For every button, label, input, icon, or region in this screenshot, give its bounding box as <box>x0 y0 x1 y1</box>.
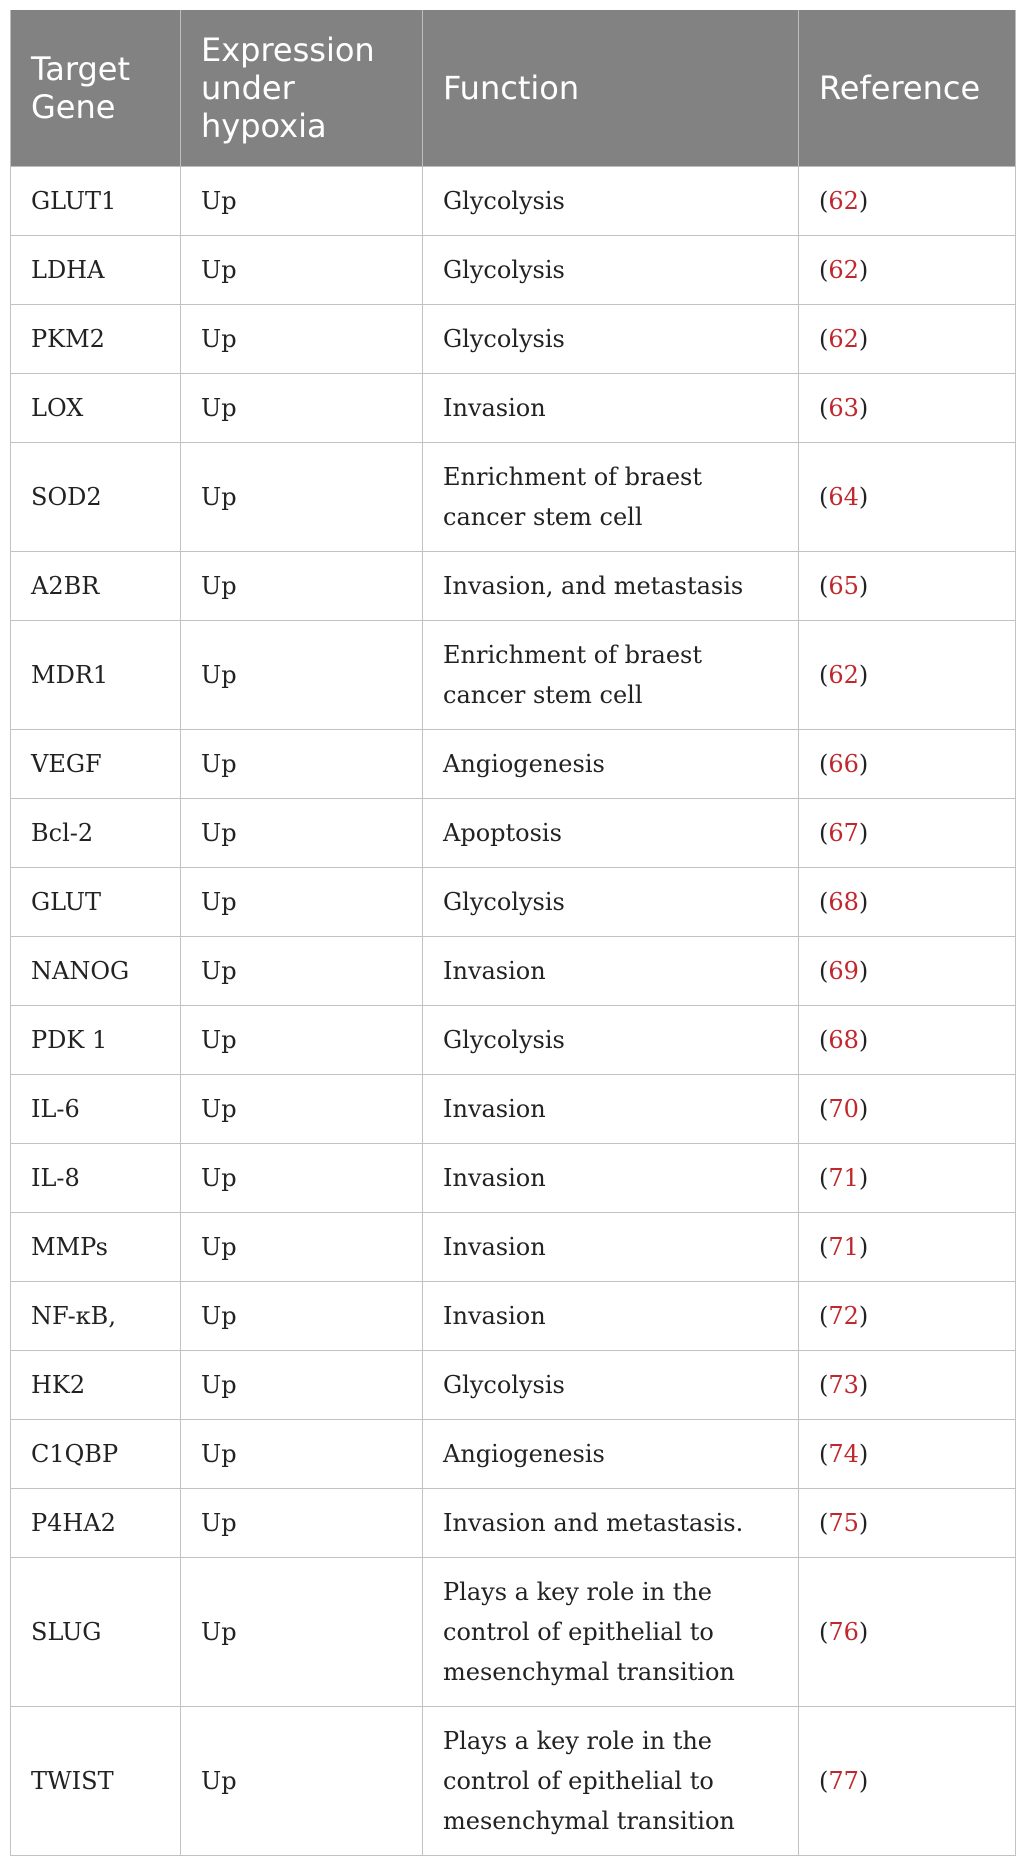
cell-function: Enrichment of braest cancer stem cell <box>423 621 799 730</box>
cell-function: Plays a key role in the control of epithelial to mesenchymal transition <box>423 1558 799 1707</box>
cell-target-gene: A2BR <box>11 552 181 621</box>
table-row <box>11 621 1016 730</box>
reference-link[interactable]: 76 <box>828 1618 859 1646</box>
reference-link[interactable]: 71 <box>828 1164 859 1192</box>
reference-close-paren: ) <box>858 187 869 215</box>
cell-function: Invasion <box>423 1213 799 1282</box>
reference-link[interactable]: 62 <box>828 325 859 353</box>
table-row <box>11 552 1016 621</box>
cell-target-gene: LOX <box>11 374 181 443</box>
reference-link[interactable]: 68 <box>828 888 859 916</box>
cell-reference <box>799 236 1016 305</box>
reference-open-paren: ( <box>819 888 829 916</box>
table-row <box>11 167 1016 236</box>
table-row <box>11 305 1016 374</box>
cell-function: Glycolysis <box>423 868 799 937</box>
reference-open-paren: ( <box>819 394 829 422</box>
cell-function: Angiogenesis <box>423 1420 799 1489</box>
header-row <box>11 10 1016 167</box>
table-row <box>11 799 1016 868</box>
table-row <box>11 1558 1016 1707</box>
cell-target-gene: P4HA2 <box>11 1489 181 1558</box>
cell-reference <box>799 1707 1016 1856</box>
table-row <box>11 1213 1016 1282</box>
reference-close-paren: ) <box>858 1095 869 1123</box>
cell-expression: Up <box>181 443 423 552</box>
cell-reference <box>799 1006 1016 1075</box>
cell-target-gene: LDHA <box>11 236 181 305</box>
reference-open-paren: ( <box>819 750 829 778</box>
reference-close-paren: ) <box>858 1302 869 1330</box>
cell-target-gene: MDR1 <box>11 621 181 730</box>
cell-reference <box>799 799 1016 868</box>
cell-function: Angiogenesis <box>423 730 799 799</box>
cell-target-gene: TWIST <box>11 1707 181 1856</box>
reference-link[interactable]: 67 <box>828 819 859 847</box>
cell-expression: Up <box>181 1144 423 1213</box>
reference-open-paren: ( <box>819 1509 829 1537</box>
cell-function: Glycolysis <box>423 236 799 305</box>
cell-expression: Up <box>181 1558 423 1707</box>
reference-close-paren: ) <box>858 1618 869 1646</box>
cell-expression: Up <box>181 868 423 937</box>
reference-close-paren: ) <box>858 394 869 422</box>
reference-link[interactable]: 74 <box>828 1440 859 1468</box>
header-function: Function <box>423 10 799 167</box>
reference-link[interactable]: 73 <box>828 1371 859 1399</box>
cell-target-gene: IL-6 <box>11 1075 181 1144</box>
table-row <box>11 730 1016 799</box>
cell-function: Invasion <box>423 1282 799 1351</box>
reference-open-paren: ( <box>819 1095 829 1123</box>
table-row <box>11 1144 1016 1213</box>
cell-expression: Up <box>181 1489 423 1558</box>
reference-link[interactable]: 77 <box>828 1767 859 1795</box>
table-row <box>11 1006 1016 1075</box>
cell-target-gene: PKM2 <box>11 305 181 374</box>
table-row <box>11 1707 1016 1856</box>
reference-close-paren: ) <box>858 661 869 689</box>
reference-link[interactable]: 66 <box>828 750 859 778</box>
cell-function: Glycolysis <box>423 167 799 236</box>
header-target-gene: Target Gene <box>11 10 181 167</box>
cell-reference <box>799 1420 1016 1489</box>
reference-close-paren: ) <box>858 1509 869 1537</box>
reference-close-paren: ) <box>858 1233 869 1261</box>
table-row <box>11 868 1016 937</box>
cell-expression: Up <box>181 937 423 1006</box>
reference-open-paren: ( <box>819 256 829 284</box>
cell-reference <box>799 1282 1016 1351</box>
cell-target-gene: SOD2 <box>11 443 181 552</box>
cell-target-gene: HK2 <box>11 1351 181 1420</box>
reference-open-paren: ( <box>819 661 829 689</box>
cell-expression: Up <box>181 305 423 374</box>
reference-link[interactable]: 69 <box>828 957 859 985</box>
cell-reference <box>799 1144 1016 1213</box>
cell-function: Glycolysis <box>423 1006 799 1075</box>
reference-open-paren: ( <box>819 1026 829 1054</box>
table-row <box>11 1351 1016 1420</box>
cell-expression: Up <box>181 1213 423 1282</box>
reference-close-paren: ) <box>858 1440 869 1468</box>
cell-function: Invasion <box>423 1144 799 1213</box>
cell-expression: Up <box>181 1707 423 1856</box>
cell-function: Glycolysis <box>423 1351 799 1420</box>
table-row <box>11 236 1016 305</box>
reference-close-paren: ) <box>858 572 869 600</box>
cell-function: Invasion, and metastasis <box>423 552 799 621</box>
reference-open-paren: ( <box>819 1440 829 1468</box>
reference-open-paren: ( <box>819 1371 829 1399</box>
cell-expression: Up <box>181 236 423 305</box>
cell-expression: Up <box>181 730 423 799</box>
table-row <box>11 1075 1016 1144</box>
reference-open-paren: ( <box>819 483 829 511</box>
cell-reference <box>799 1075 1016 1144</box>
cell-expression: Up <box>181 621 423 730</box>
reference-link[interactable]: 68 <box>828 1026 859 1054</box>
reference-close-paren: ) <box>858 325 869 353</box>
reference-close-paren: ) <box>858 256 869 284</box>
reference-open-paren: ( <box>819 1233 829 1261</box>
cell-reference <box>799 1558 1016 1707</box>
cell-function: Invasion and metastasis. <box>423 1489 799 1558</box>
cell-function: Glycolysis <box>423 305 799 374</box>
cell-target-gene: C1QBP <box>11 1420 181 1489</box>
reference-open-paren: ( <box>819 572 829 600</box>
reference-link[interactable]: 63 <box>828 394 859 422</box>
reference-close-paren: ) <box>858 1767 869 1795</box>
reference-open-paren: ( <box>819 1618 829 1646</box>
table-row <box>11 443 1016 552</box>
reference-link[interactable]: 62 <box>828 661 859 689</box>
cell-expression: Up <box>181 1006 423 1075</box>
header-expression: Expression under hypoxia <box>181 10 423 167</box>
reference-close-paren: ) <box>858 1371 869 1399</box>
cell-target-gene: NF-κB, <box>11 1282 181 1351</box>
reference-close-paren: ) <box>858 957 869 985</box>
reference-link[interactable]: 70 <box>828 1095 859 1123</box>
reference-close-paren: ) <box>858 483 869 511</box>
cell-function: Invasion <box>423 1075 799 1144</box>
table-row <box>11 1420 1016 1489</box>
cell-function: Enrichment of braest cancer stem cell <box>423 443 799 552</box>
reference-link[interactable]: 64 <box>828 483 859 511</box>
cell-expression: Up <box>181 167 423 236</box>
hypoxia-target-genes-table <box>10 10 1016 1856</box>
reference-open-paren: ( <box>819 819 829 847</box>
cell-function: Invasion <box>423 374 799 443</box>
cell-reference <box>799 443 1016 552</box>
reference-close-paren: ) <box>858 819 869 847</box>
table-row <box>11 374 1016 443</box>
reference-link[interactable]: 72 <box>828 1302 859 1330</box>
cell-expression: Up <box>181 1351 423 1420</box>
reference-open-paren: ( <box>819 1767 829 1795</box>
table-container <box>10 10 1015 1856</box>
cell-function: Apoptosis <box>423 799 799 868</box>
table-row <box>11 937 1016 1006</box>
reference-close-paren: ) <box>858 888 869 916</box>
reference-close-paren: ) <box>858 1026 869 1054</box>
cell-function: Plays a key role in the control of epithelial to mesenchymal transition <box>423 1707 799 1856</box>
cell-target-gene: SLUG <box>11 1558 181 1707</box>
cell-reference <box>799 1351 1016 1420</box>
table-row <box>11 1489 1016 1558</box>
table-row <box>11 1282 1016 1351</box>
cell-reference <box>799 1489 1016 1558</box>
cell-reference <box>799 305 1016 374</box>
cell-target-gene: MMPs <box>11 1213 181 1282</box>
reference-link[interactable]: 75 <box>828 1509 859 1537</box>
cell-target-gene: NANOG <box>11 937 181 1006</box>
reference-open-paren: ( <box>819 1302 829 1330</box>
cell-target-gene: GLUT1 <box>11 167 181 236</box>
cell-expression: Up <box>181 1282 423 1351</box>
cell-target-gene: VEGF <box>11 730 181 799</box>
header-reference: Reference <box>799 10 1016 167</box>
cell-target-gene: IL-8 <box>11 1144 181 1213</box>
cell-expression: Up <box>181 1420 423 1489</box>
cell-expression: Up <box>181 374 423 443</box>
reference-open-paren: ( <box>819 187 829 215</box>
reference-link[interactable]: 62 <box>828 256 859 284</box>
reference-link[interactable]: 71 <box>828 1233 859 1261</box>
reference-close-paren: ) <box>858 750 869 778</box>
reference-link[interactable]: 65 <box>828 572 859 600</box>
cell-reference <box>799 167 1016 236</box>
cell-target-gene: PDK 1 <box>11 1006 181 1075</box>
reference-open-paren: ( <box>819 957 829 985</box>
cell-function: Invasion <box>423 937 799 1006</box>
reference-open-paren: ( <box>819 1164 829 1192</box>
cell-reference <box>799 621 1016 730</box>
reference-close-paren: ) <box>858 1164 869 1192</box>
cell-reference <box>799 374 1016 443</box>
cell-reference <box>799 730 1016 799</box>
cell-expression: Up <box>181 799 423 868</box>
cell-reference <box>799 552 1016 621</box>
cell-expression: Up <box>181 1075 423 1144</box>
reference-open-paren: ( <box>819 325 829 353</box>
cell-target-gene: GLUT <box>11 868 181 937</box>
cell-reference <box>799 868 1016 937</box>
cell-expression: Up <box>181 552 423 621</box>
reference-link[interactable]: 62 <box>828 187 859 215</box>
cell-reference <box>799 1213 1016 1282</box>
cell-target-gene: Bcl-2 <box>11 799 181 868</box>
cell-reference <box>799 937 1016 1006</box>
